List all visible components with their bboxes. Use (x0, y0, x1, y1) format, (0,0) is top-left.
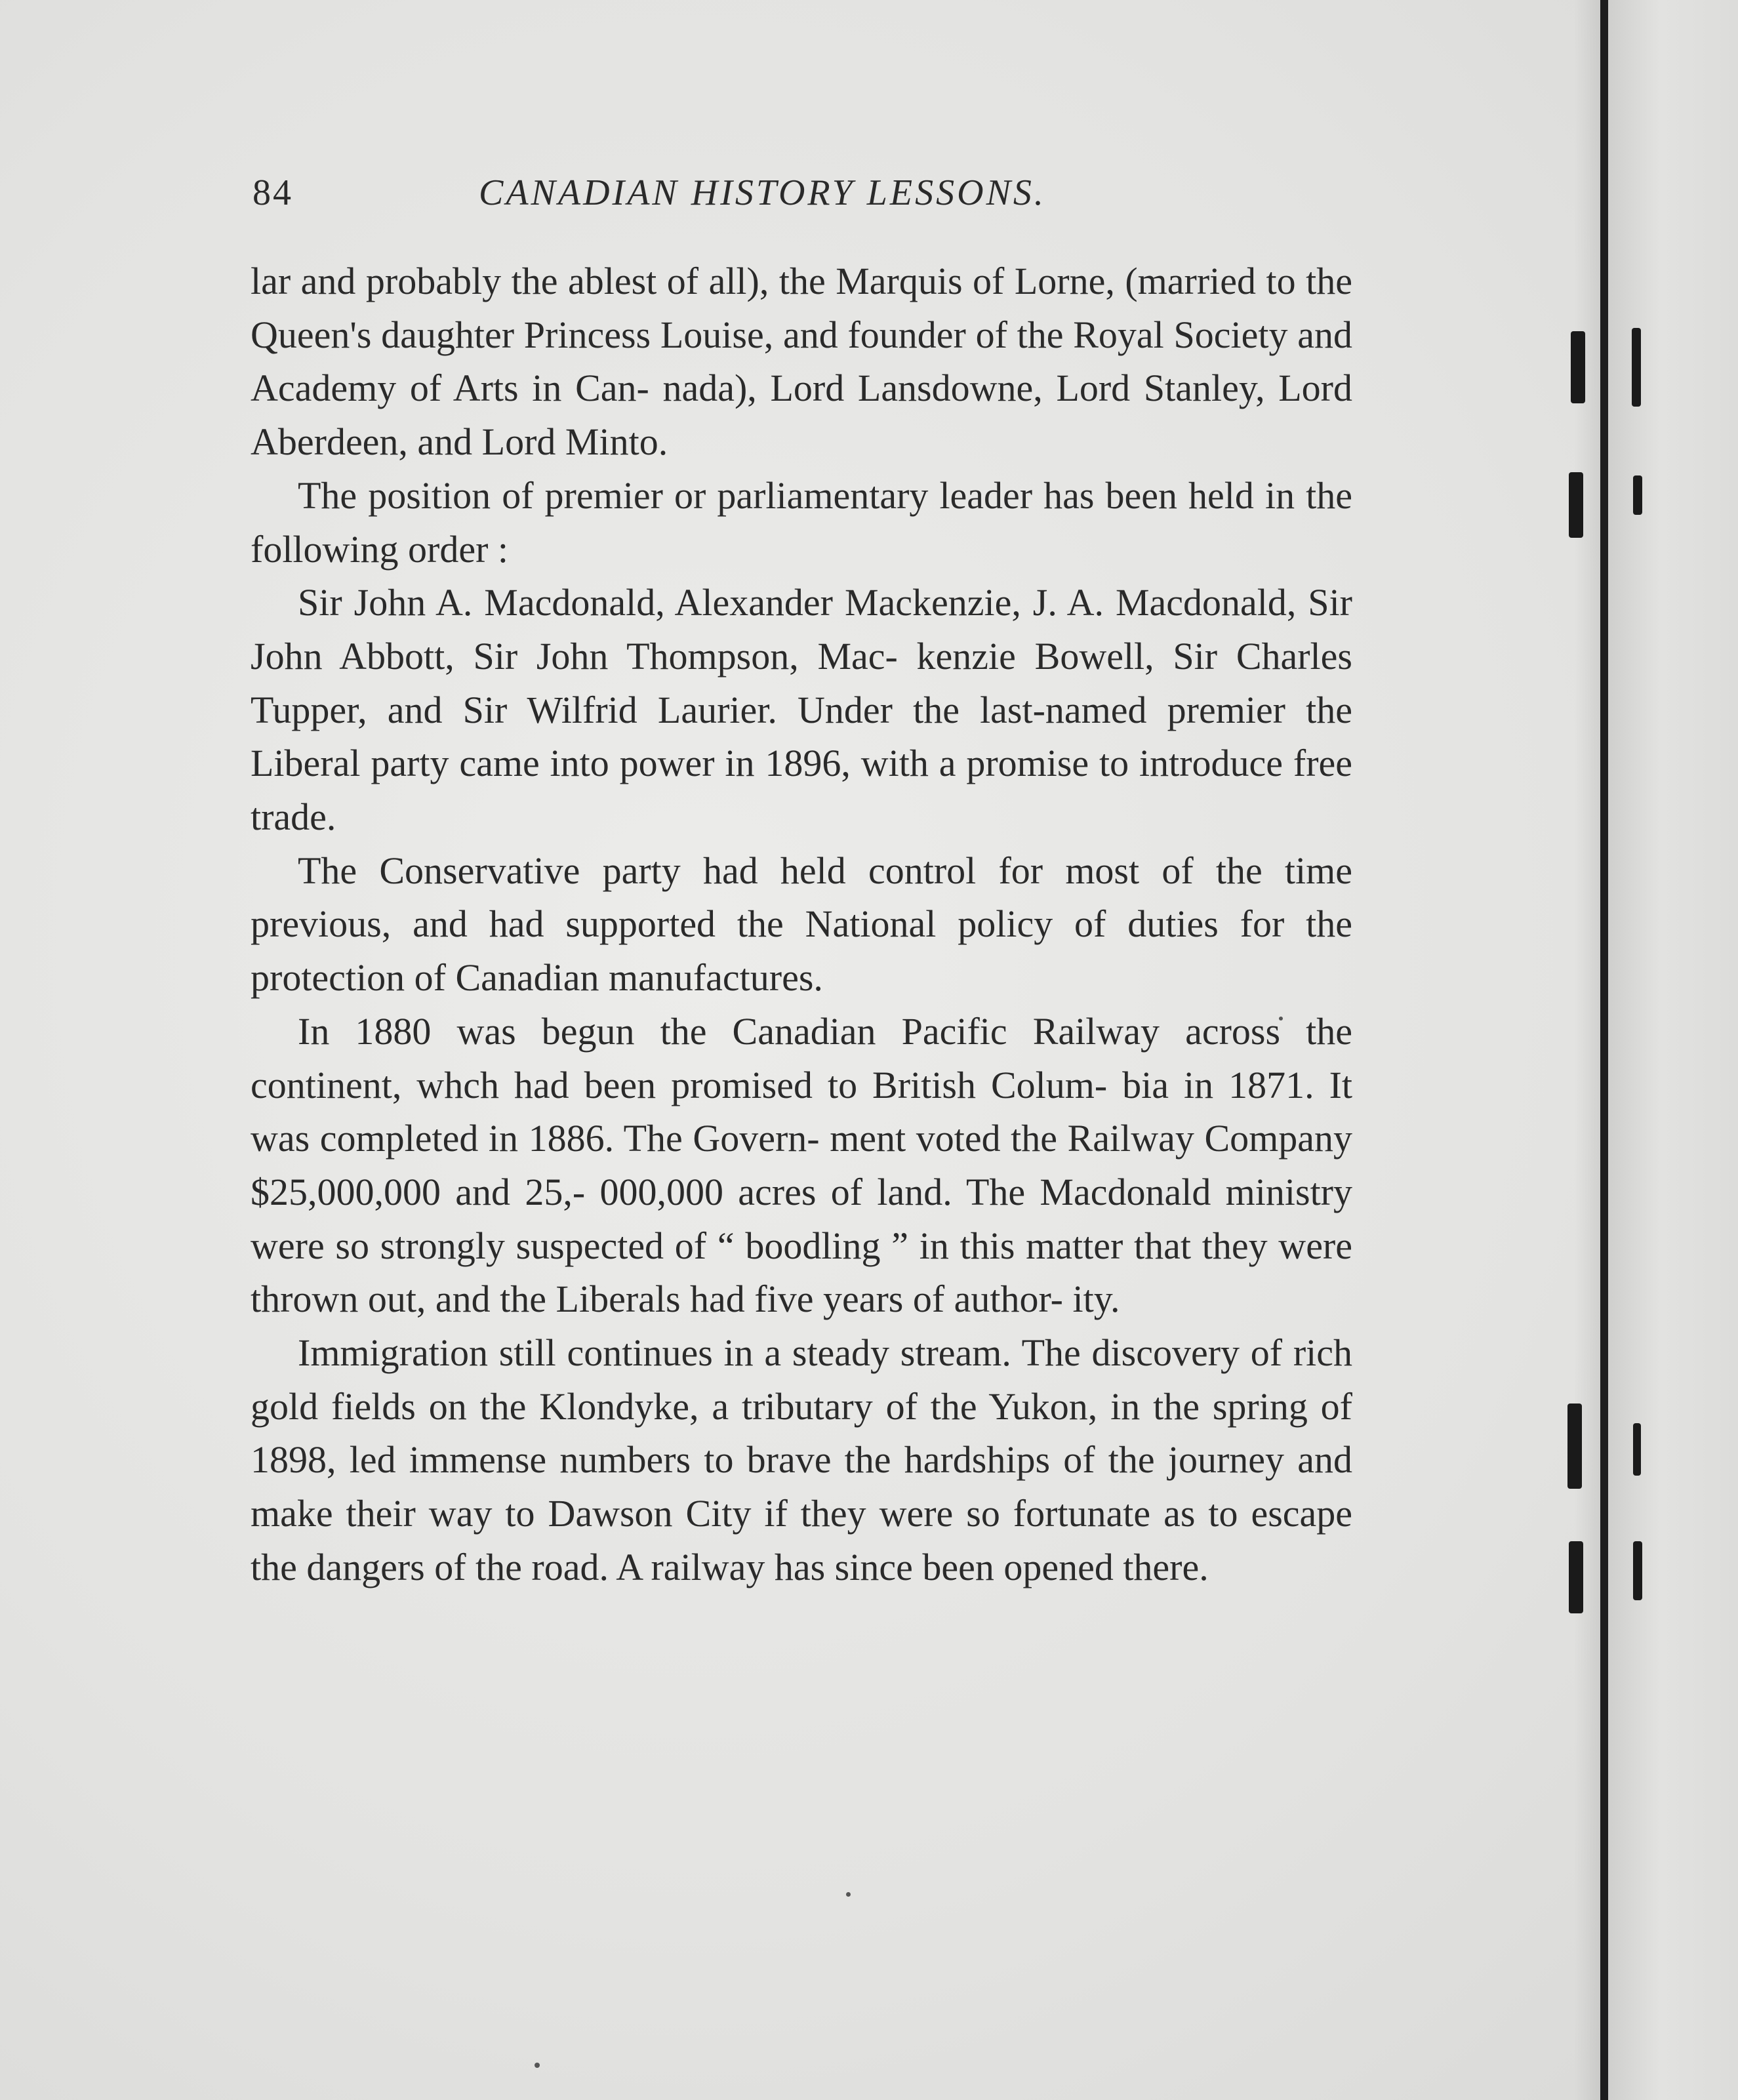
binding-stitch (1569, 1541, 1583, 1613)
paragraph-pacific-railway: In 1880 was begun the Canadian Pacific Railway across the continent, whch had been promised to British Colum- bia in 1871. It was completed in 1886. The Govern- ment voted the Railway Company $25,000,000 and 25,- 000,000 acres of land. The Macdonald ministry were so strongly suspected of “ boodling ” in this matter that they were thrown out, and the Liberals had five years of author- ity. (251, 1009, 1352, 1321)
book-spine (1600, 0, 1608, 2100)
paragraph-continued: lar and probably the ablest of all), the Marquis of Lorne, (married to the Queen's daughter Princess Louise, and founder of the Royal Society and Academy of Arts in Can- nada), Lord Lansdowne, Lord Stanley, Lord Aberdeen, and Lord Minto. (251, 260, 1352, 464)
paragraph-premier-list: Sir John A. Macdonald, Alexander Mackenzie, J. A. Macdonald, Sir John Abbott, Sir John Thompson, Mac- kenzie Bowell, Sir Charles Tupper, and Sir Wilfrid Laurier. Under the last-named premier the Liberal party came into power in 1896, with a promise to introduce free trade. (251, 581, 1352, 839)
page-number: 84 (253, 172, 293, 213)
paragraph-premier-order: The position of premier or parliamentary leader has been held in the following order : (251, 474, 1352, 571)
page-header (253, 172, 1354, 224)
paragraph-conservative-party: The Conservative party had held control for most of the time previous, and had supported the National policy of duties for the protection of Canadian manufactures. (251, 849, 1352, 1000)
body-text (251, 254, 1352, 1594)
binding-stitch (1569, 472, 1583, 538)
binding-stitch (1633, 1541, 1642, 1600)
paper-speck (846, 1892, 851, 1897)
binding-stitch (1633, 475, 1642, 515)
gutter-shadow (1574, 0, 1600, 2100)
facing-page-edge (1608, 0, 1738, 2100)
running-title: CANADIAN HISTORY LESSONS. (479, 172, 1046, 213)
binding-stitch (1571, 331, 1585, 403)
binding-stitch (1567, 1403, 1582, 1489)
binding-stitch (1632, 328, 1641, 407)
binding-stitch (1633, 1423, 1641, 1476)
paper-speck (535, 2063, 540, 2068)
paragraph-immigration: Immigration still continues in a steady stream. The discovery of rich gold fields on the Klondyke, a tributary of the Yukon, in the spring of 1898, led immense numbers to brave the hardships of the journey and make their way to Dawson City if they were so fortunate as to escape the dangers of the road. A railway has since been opened there. (251, 1331, 1352, 1588)
